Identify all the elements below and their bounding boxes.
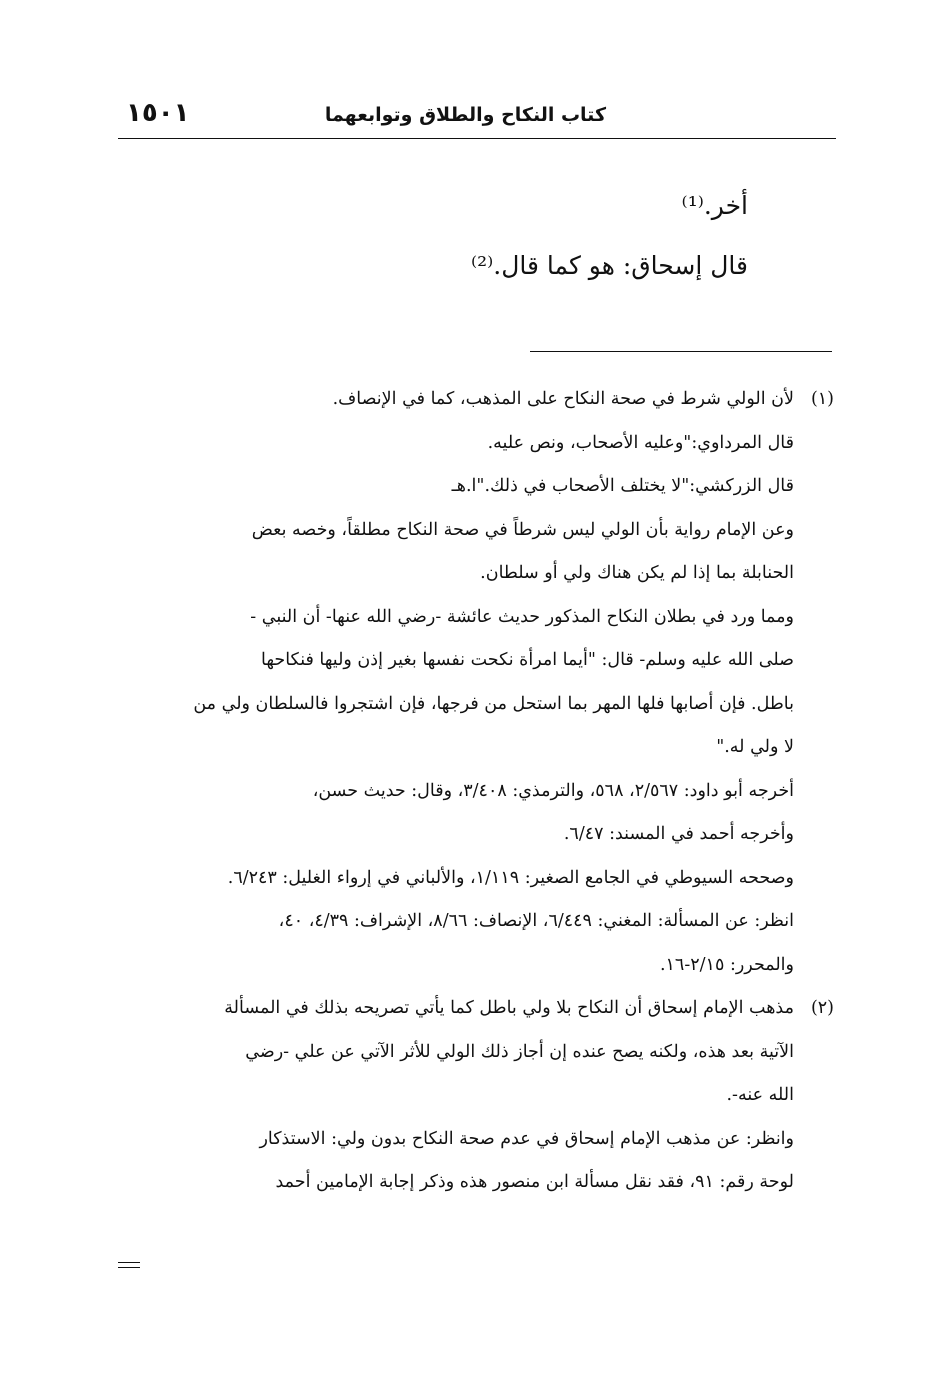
footnote-line: لوحة رقم: ٩١، فقد نقل مسألة ابن منصور هذه وذكر إجابة الإمامين أحمد [275,1172,794,1192]
main-line: قال إسحاق: هو كما قال.⁽²⁾ [470,251,748,280]
footnote-line: مذهب الإمام إسحاق أن النكاح بلا ولي باطل كما يأتي تصريحه بذلك في المسألة [224,998,794,1018]
footnote-1 [118,378,834,987]
main-text [471,176,748,296]
footnote-2 [118,987,834,1205]
book-title: كتاب النكاح والطلاق وتوابعهما [324,104,606,126]
main-line: أخر.⁽¹⁾ [681,191,748,220]
continuation-mark [118,1262,140,1269]
footnote-line: انظر: عن المسألة: المغني: ٦/٤٤٩، الإنصاف: ٨/٦٦، الإشراف: ٤/٣٩، ٤٠، [278,911,794,931]
header-divider [118,138,836,139]
footnote-line: الآتية بعد هذه، ولكنه يصح عنده إن أجاز ذلك الولي للأثر الآتي عن علي -رضي [245,1041,794,1062]
footnote-line: لأن الولي شرط في صحة النكاح على المذهب، كما في الإنصاف. [332,389,794,409]
footnote-line: قال المرداوي:"وعليه الأصحاب، ونص عليه. [487,432,794,453]
footnote-line: وانظر: عن مذهب الإمام إسحاق في عدم صحة النكاح بدون ولي: الاستذكار [259,1128,794,1149]
footnote-line: باطل. فإن أصابها فلها المهر بما استحل من فرجها، فإن اشتجروا فالسلطان ولي من [193,693,794,714]
page-number: ١٥٠١ [126,98,190,128]
running-header [118,98,836,134]
footnote-line: صلى الله عليه وسلم- قال: "أيما امرأة نكحت نفسها بغير إذن وليها فنكاحها [260,650,794,670]
footnote-divider [530,351,832,352]
footnote-number: (٢) [810,998,834,1018]
footnotes [118,378,834,1205]
footnote-line: وأخرجه أحمد في المسند: ٦/٤٧. [563,824,794,844]
footnote-line: الله عنه-. [726,1085,794,1105]
footnote-line: أخرجه أبو داود: ٢/٥٦٧، ٥٦٨، والترمذي: ٣/٤٠٨، وقال: حديث حسن، [312,780,794,801]
footnote-number: (١) [810,389,834,409]
footnote-line: لا ولي له." [716,737,794,757]
footnote-line: والمحرر: ٢/١٥-١٦. [659,954,794,975]
footnote-line: الحنابلة بما إذا لم يكن هناك ولي أو سلطان. [480,563,794,583]
footnote-line: قال الزركشي:"لا يختلف الأصحاب في ذلك."ا.هـ [451,476,794,496]
footnote-line: وعن الإمام رواية بأن الولي ليس شرطاً في صحة النكاح مطلقاً، وخصه بعض [251,519,794,540]
footnote-line: ومما ورد في بطلان النكاح المذكور حديث عائشة -رضي الله عنها- أن النبي - [250,606,794,627]
footnote-line: وصححه السيوطي في الجامع الصغير: ١/١١٩، والألباني في إرواء الغليل: ٦/٢٤٣. [227,867,794,888]
